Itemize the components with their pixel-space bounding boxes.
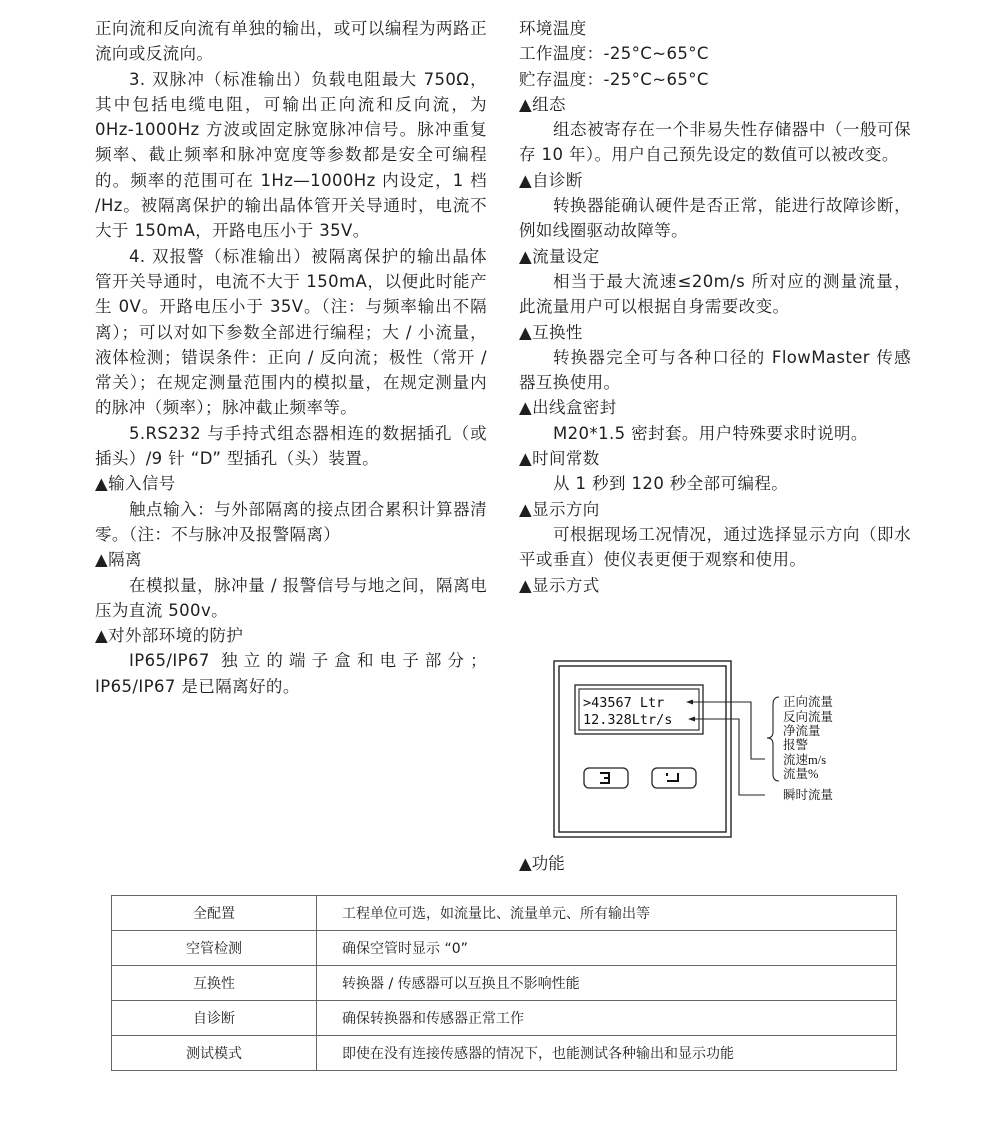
function-table [111,895,897,1071]
housing-inner-frame [559,666,726,832]
heading-interchangeability: ▲互换性 [519,322,583,342]
housing-outer-frame [554,661,731,837]
feature-name: 自诊断 [112,1001,317,1036]
paragraph-dual-pulse: 3. 双脉冲（标准输出）负载电阻最大 750Ω，其中包括电缆电阻，可输出正向流和反向流，为 0Hz-1000Hz 方波或固定脉宽脉冲信号。脉冲重复频率、截止频率和脉冲宽度等参数都是安全可编程的。频率的范围可在 1Hz—1000Hz 内设定，1 档 /Hz。被隔离保护的输出晶体管开关导通时，电流不大于 150mA，开路电压小于 35V。 [95,69,487,241]
paragraph-dual-alarm: 4. 双报警（标准输出）被隔离保护的输出晶体管开关导通时，电流不大于 150mA，以便此时能产生 0V。开路电压小于 35V。（注：与频率输出不隔离）；可以对如下参数全部进行编程；大 / 小流量，液体检测；错误条件：正向 / 反向流；极性（常开 / 常关）；在规定测量范围内的模拟量，在规定测量内的脉冲（频率）；脉冲截止频率等。 [95,246,487,418]
heading-time-constant: ▲时间常数 [519,449,600,469]
table-row [112,1001,897,1036]
right-column [519,16,911,598]
feature-name: 测试模式 [112,1036,317,1071]
heading-input-signal: ▲输入信号 [95,474,176,494]
paragraph-bidirectional-output: 正向流和反向流有单独的输出，或可以编程为两路正流向或反流向。 [95,19,487,64]
lcd-line-1: >43567 Ltr [583,695,665,711]
leader-line-1 [693,702,765,759]
table-row [112,896,897,931]
feature-name: 全配置 [112,896,317,931]
feature-name: 互换性 [112,966,317,1001]
feature-description: 确保空管时显示 “0” [317,931,897,966]
option-reverse-flow: 反向流量 [783,710,834,724]
feature-description: 即使在没有连接传感器的情况下，也能测试各种输出和显示功能 [317,1036,897,1071]
paragraph-isolation: 在模拟量，脉冲量 / 报警信号与地之间，隔离电压为直流 500v。 [95,575,487,620]
display-diagram [553,660,853,840]
heading-environment-protection: ▲对外部环境的防护 [95,626,244,646]
paragraph-display-orientation: 可根据现场工况情况，通过选择显示方向（即水平或垂直）使仪表更便于观察和使用。 [519,524,911,570]
option-net-flow: 净流量 [783,724,821,738]
feature-description: 工程单位可选，如流量比、流量单元、所有输出等 [317,896,897,931]
storage-temperature: 贮存温度：-25°C~65°C [519,69,709,89]
option-flow-percent: 流量% [783,767,819,781]
instantaneous-flow-label: 瞬时流量 [783,788,834,802]
option-velocity: 流速m/s [783,753,827,767]
heading-configuration: ▲组态 [519,94,566,114]
lcd-line-2: 12.328Ltr/s [583,712,673,728]
feature-name: 空管检测 [112,931,317,966]
operating-temperature: 工作温度：-25°C~65°C [519,44,709,64]
paragraph-cable-box-seal: M20*1.5 密封套。用户特殊要求时说明。 [553,423,868,443]
paragraph-self-diagnosis: 转换器能确认硬件是否正常，能进行故障诊断，例如线圈驱动故障等。 [519,196,911,241]
feature-description: 确保转换器和传感器正常工作 [317,1001,897,1036]
enter-icon [600,773,609,783]
right-button [652,768,696,788]
paragraph-contact-input: 触点输入：与外部隔离的接点团合累积计算器清零。（注：不与脉冲及报警隔离） [95,499,487,544]
paragraph-rs232: 5.RS232 与手持式组态器相连的数据插孔（或插头）/9 针 “D” 型插孔（头）装置。 [95,423,487,469]
heading-cable-box-seal: ▲出线盒密封 [519,398,617,418]
left-column [95,16,487,699]
table-row [112,966,897,1001]
option-alarm: 报警 [783,738,809,752]
feature-description: 转换器 / 传感器可以互换且不影响性能 [317,966,897,1001]
table-row [112,1036,897,1071]
paragraph-time-constant: 从 1 秒到 120 秒全部可编程。 [553,474,789,494]
paragraph-configuration: 组态被寄存在一个非易失性存储器中（一般可保存 10 年）。用户自己预先设定的数值可以被改变。 [519,120,911,165]
leader-line-2 [695,719,765,795]
heading-isolation: ▲隔离 [95,550,142,570]
paragraph-flow-setting: 相当于最大流速≤20m/s 所对应的测量流量，此流量用户可以根据自身需要改变。 [519,271,911,317]
heading-display-orientation: ▲显示方向 [519,499,600,519]
option-forward-flow: 正向流量 [783,695,834,709]
arrow-line-1-icon [686,700,693,705]
option-labels [783,694,833,802]
arrow-line-2-icon [688,717,695,722]
heading-function: ▲功能 [519,854,565,873]
heading-ambient-temperature: 环境温度 [519,19,587,38]
paragraph-interchangeability: 转换器完全可与各种口径的 FlowMaster 传感器互换使用。 [519,347,911,393]
paragraph-ip-rating: IP65/IP67 独立的端子盒和电子部分；IP65/IP67 是已隔离好的。 [95,651,487,696]
heading-flow-setting: ▲流量设定 [519,246,600,266]
heading-self-diagnosis: ▲自诊断 [519,170,583,190]
step-icon [667,773,678,781]
options-brace [767,697,779,781]
table-row [112,931,897,966]
heading-display-mode: ▲显示方式 [519,575,600,595]
